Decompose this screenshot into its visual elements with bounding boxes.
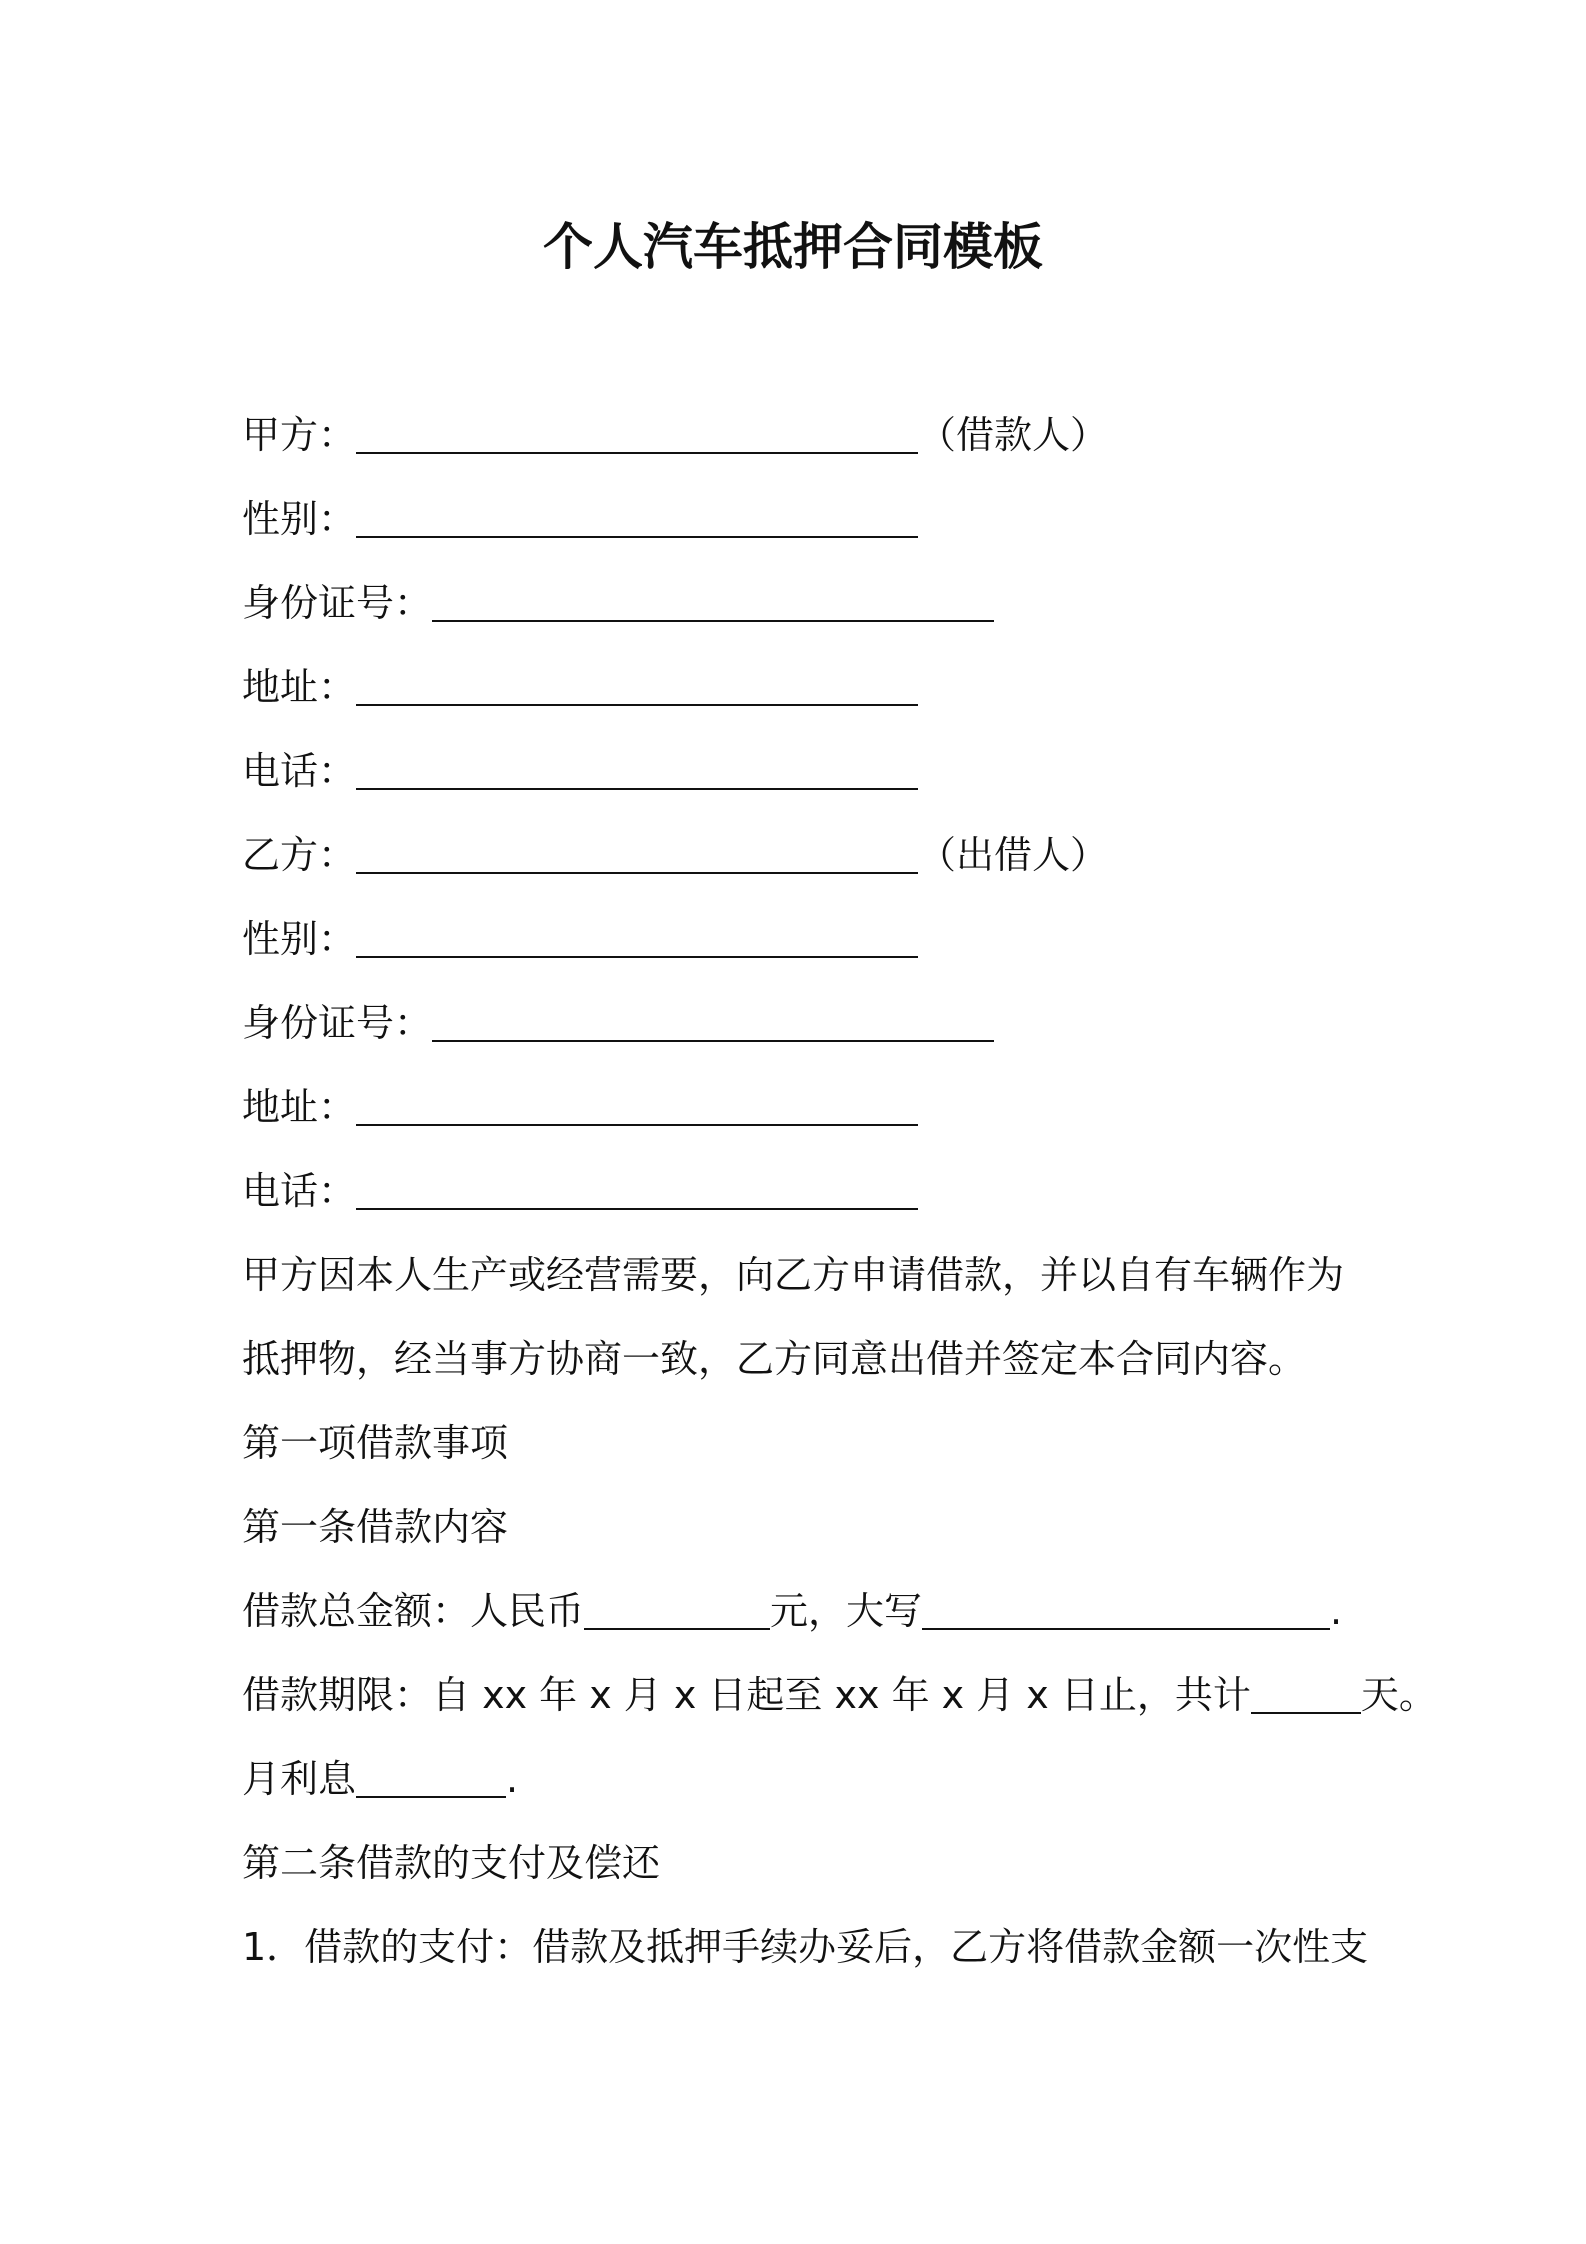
loan-period-text: 借款期限：自 xx 年 x 月 x 日起至 xx 年 x 月 x 日止，共计 [242,1673,1251,1717]
party-b-id-label: 身份证号： [242,1001,433,1045]
party-a-phone-row [242,741,918,801]
party-a-id-blank[interactable] [432,580,994,622]
document-title: 个人汽车抵押合同模板 [543,218,1043,276]
party-b-address-blank[interactable] [356,1084,918,1126]
loan-period-end: 天。 [1360,1673,1437,1717]
loan-amount-row [242,1581,1342,1641]
party-b-gender-label: 性别： [242,917,357,961]
party-b-phone-label: 电话： [242,1169,357,1213]
party-b-gender-blank[interactable] [356,916,918,958]
party-b-name-row [242,825,1108,885]
party-a-address-row [242,657,918,717]
payment-item-1: 1．借款的支付：借款及抵押手续办妥后，乙方将借款金额一次性支 [242,1925,1369,1969]
party-b-address-row [242,1077,918,1137]
section-heading: 第一项借款事项 [242,1421,509,1465]
article-2-heading: 第二条借款的支付及偿还 [242,1841,661,1885]
party-a-gender-row [242,489,918,549]
party-b-name-label: 乙方： [242,833,357,877]
interest-end: . [506,1757,519,1801]
party-b-name-blank[interactable] [356,832,918,874]
party-b-id-row [242,993,994,1053]
loan-period-row [242,1665,1437,1725]
party-a-name-blank[interactable] [356,412,918,454]
loan-amount-unit: 元，大写 [770,1589,923,1633]
intro-paragraph: 甲方因本人生产或经营需要，向乙方申请借款，并以自有车辆作为抵押物，经当事方协商一致，乙方同意出借并签定本合同内容。 [242,1253,1345,1381]
party-a-id-label: 身份证号： [242,581,433,625]
loan-amount-words-blank[interactable] [922,1588,1330,1630]
loan-days-blank[interactable] [1251,1672,1361,1714]
party-b-phone-row [242,1161,918,1221]
article-1-heading: 第一条借款内容 [242,1505,509,1549]
party-a-id-row [242,573,994,633]
party-a-address-label: 地址： [242,665,357,709]
party-a-name-row [242,405,1108,465]
interest-row [242,1749,518,1809]
loan-amount-end: . [1330,1589,1343,1633]
party-b-id-blank[interactable] [432,1000,994,1042]
party-b-role: （出借人） [918,833,1109,877]
party-a-name-label: 甲方： [242,413,357,457]
party-a-phone-label: 电话： [242,749,357,793]
party-a-gender-blank[interactable] [356,496,918,538]
party-a-gender-label: 性别： [242,497,357,541]
loan-amount-label: 借款总金额：人民币 [242,1589,585,1633]
interest-blank[interactable] [356,1756,506,1798]
party-b-gender-row [242,909,918,969]
interest-label: 月利息 [242,1757,357,1801]
party-a-phone-blank[interactable] [356,748,918,790]
party-a-address-blank[interactable] [356,664,918,706]
loan-amount-blank[interactable] [584,1588,770,1630]
party-b-address-label: 地址： [242,1085,357,1129]
party-b-phone-blank[interactable] [356,1168,918,1210]
party-a-role: （借款人） [918,413,1109,457]
